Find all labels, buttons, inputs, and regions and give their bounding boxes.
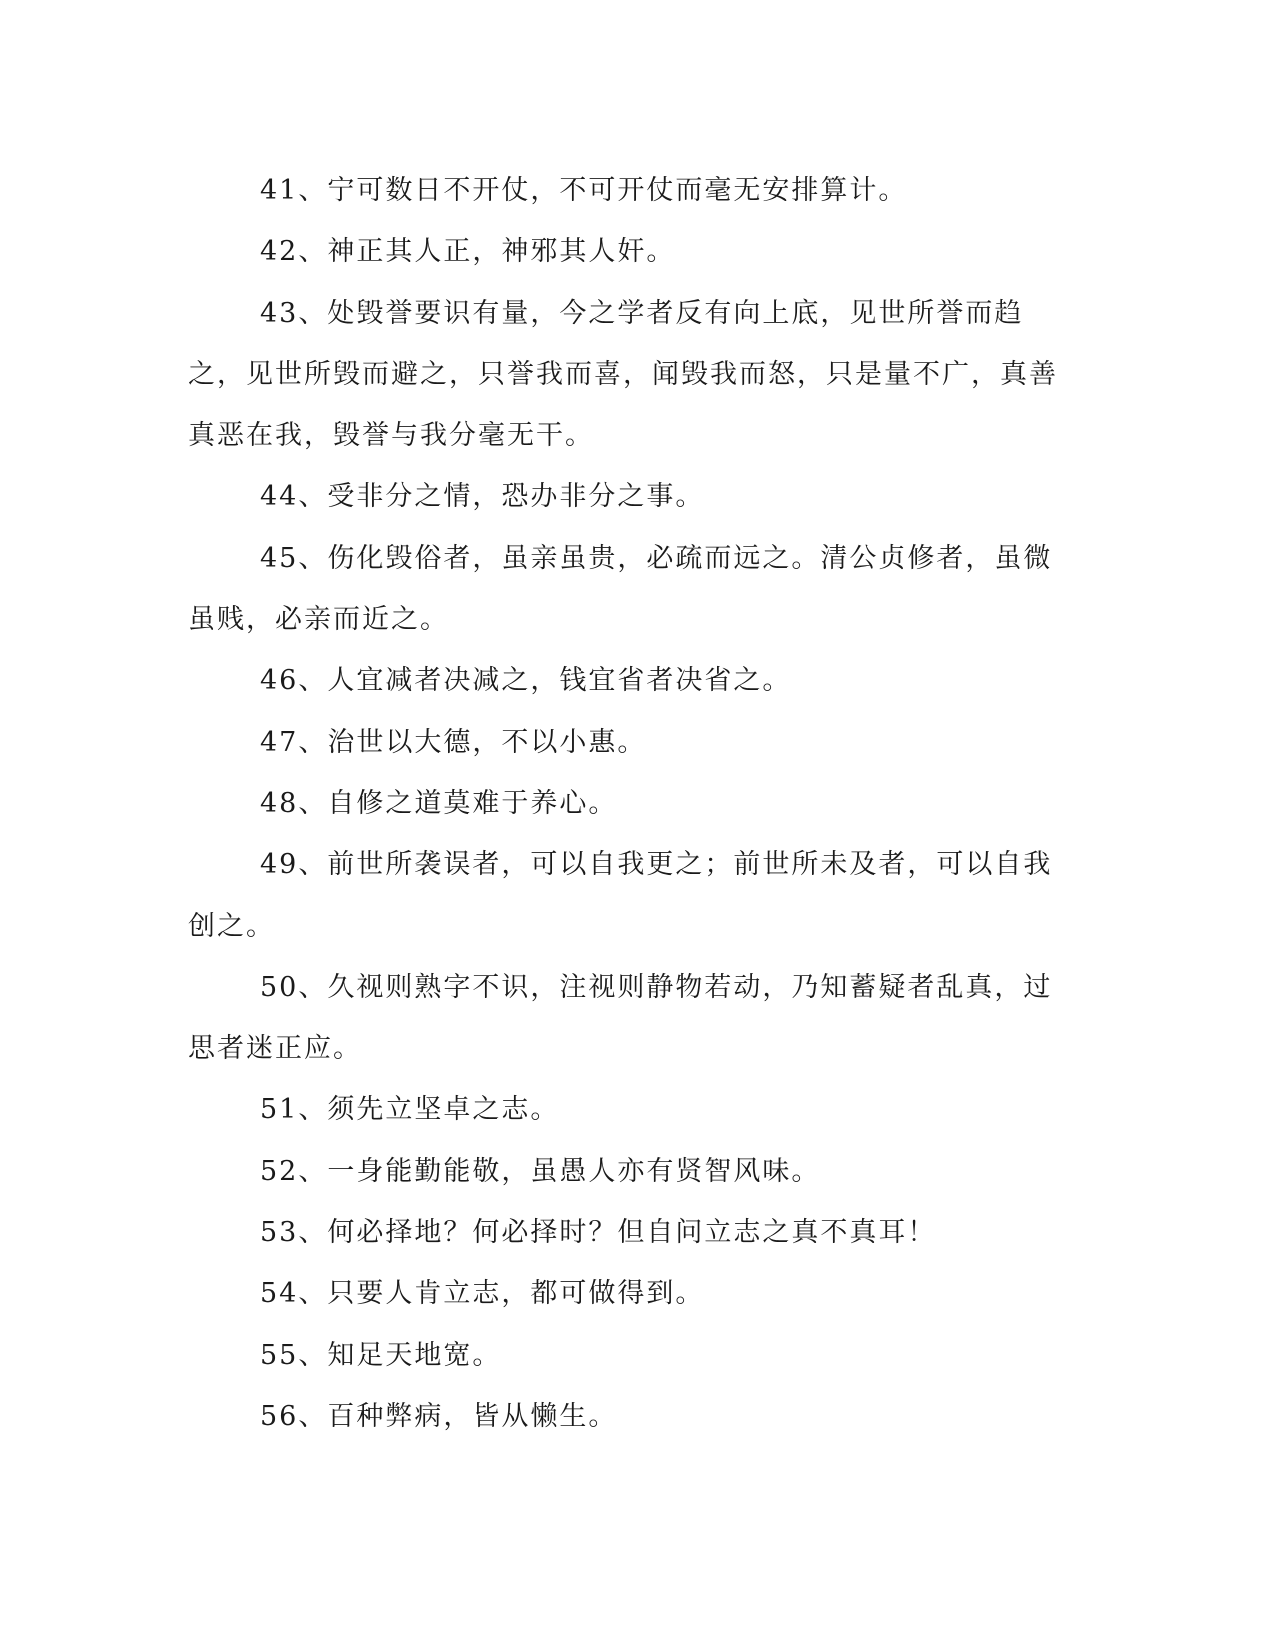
quote-41: 41、宁可数日不开仗，不可开仗而毫无安排算计。: [260, 175, 908, 206]
document-body: [188, 160, 1072, 1447]
quote-47: 47、治世以大德，不以小惠。: [260, 726, 647, 758]
quote-43: 43、处毁誉要识有量，今之学者反有向上底，见世所誉而趋之，见世所毁而避之，只誉我而喜，闻毁我而怒，只是量不广，真善真恶在我，毁誉与我分毫无干。: [188, 297, 1058, 452]
quote-53: 53、何必择地？何必择时？但自问立志之真不真耳！: [260, 1217, 937, 1249]
quote-54: 54、只要人肯立志，都可做得到。: [260, 1278, 705, 1310]
quote-42: 42、神正其人正，神邪其人奸。: [260, 236, 676, 268]
quote-52: 52、一身能勤能敬，虽愚人亦有贤智风味。: [260, 1155, 821, 1187]
quote-45: 45、伤化毁俗者，虽亲虽贵，必疏而远之。清公贞修者，虽微虽贱，必亲而近之。: [188, 542, 1053, 636]
quote-51: 51、须先立坚卓之志。: [260, 1094, 560, 1126]
quote-56: 56、百种弊病，皆从懒生。: [260, 1400, 618, 1432]
quote-48: 48、自修之道莫难于养心。: [260, 787, 618, 819]
quote-50: 50、久视则熟字不识，注视则静物若动，乃知蓄疑者乱真，过思者迷正应。: [188, 971, 1053, 1065]
quote-55: 55、知足天地宽。: [260, 1339, 502, 1371]
quote-49: 49、前世所袭误者，可以自我更之；前世所未及者，可以自我创之。: [188, 849, 1053, 942]
quote-44: 44、受非分之情，恐办非分之事。: [260, 481, 705, 513]
quote-46: 46、人宜减者决减之，钱宜省者决省之。: [260, 665, 792, 697]
